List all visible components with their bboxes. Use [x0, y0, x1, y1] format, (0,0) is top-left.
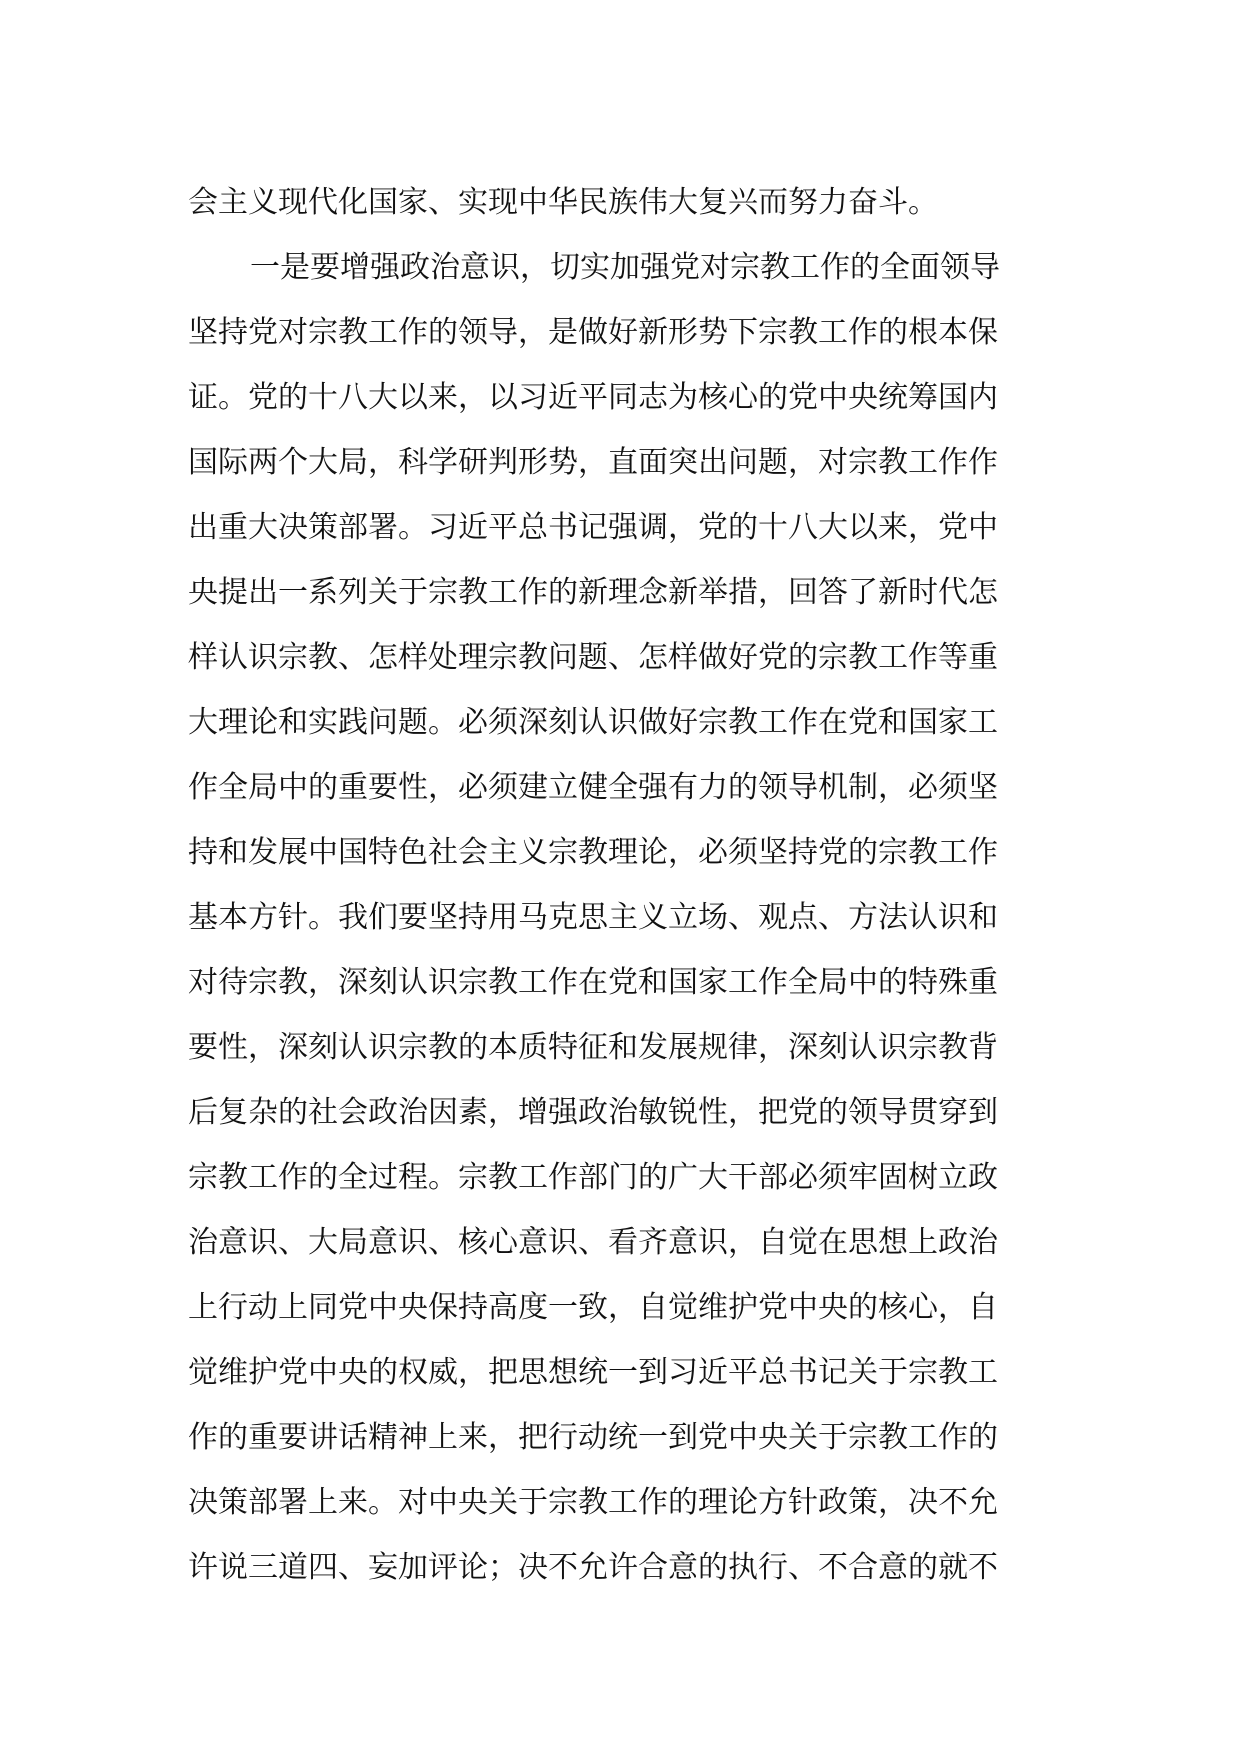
- text-line-16: 宗教工作的全过程。宗教工作部门的广大干部必须牢固树立政: [188, 1160, 998, 1195]
- text-line-7: 央提出一系列关于宗教工作的新理念新举措，回答了新时代怎: [188, 575, 998, 610]
- text-line-3: 坚持党对宗教工作的领导，是做好新形势下宗教工作的根本保: [188, 315, 998, 350]
- text-line-11: 持和发展中国特色社会主义宗教理论，必须坚持党的宗教工作: [188, 835, 998, 870]
- text-line-14: 要性，深刻认识宗教的本质特征和发展规律，深刻认识宗教背: [188, 1030, 998, 1065]
- text-line-9: 大理论和实践问题。必须深刻认识做好宗教工作在党和国家工: [188, 705, 998, 740]
- text-line-20: 作的重要讲话精神上来，把行动统一到党中央关于宗教工作的: [188, 1420, 998, 1455]
- text-line-6: 出重大决策部署。习近平总书记强调，党的十八大以来，党中: [188, 510, 998, 545]
- text-line-4: 证。党的十八大以来，以习近平同志为核心的党中央统筹国内: [188, 380, 998, 415]
- text-line-10: 作全局中的重要性，必须建立健全强有力的领导机制，必须坚: [188, 770, 998, 805]
- text-line-1: 会主义现代化国家、实现中华民族伟大复兴而努力奋斗。: [188, 185, 938, 220]
- text-line-21: 决策部署上来。对中央关于宗教工作的理论方针政策，决不允: [188, 1485, 998, 1520]
- text-line-15: 后复杂的社会政治因素，增强政治敏锐性，把党的领导贯穿到: [188, 1095, 998, 1130]
- text-line-19: 觉维护党中央的权威，把思想统一到习近平总书记关于宗教工: [188, 1355, 998, 1390]
- text-line-18: 上行动上同党中央保持高度一致，自觉维护党中央的核心，自: [188, 1290, 998, 1325]
- text-line-22: 许说三道四、妄加评论；决不允许合意的执行、不合意的就不: [188, 1550, 998, 1585]
- text-line-17: 治意识、大局意识、核心意识、看齐意识，自觉在思想上政治: [188, 1225, 998, 1260]
- text-line-8: 样认识宗教、怎样处理宗教问题、怎样做好党的宗教工作等重: [188, 640, 998, 675]
- text-line-2-paragraph-heading: 一是要增强政治意识，切实加强党对宗教工作的全面领导: [250, 250, 1000, 285]
- text-line-5: 国际两个大局，科学研判形势，直面突出问题，对宗教工作作: [188, 445, 998, 480]
- text-line-12: 基本方针。我们要坚持用马克思主义立场、观点、方法认识和: [188, 900, 998, 935]
- text-line-13: 对待宗教，深刻认识宗教工作在党和国家工作全局中的特殊重: [188, 965, 998, 1000]
- body-text: [188, 170, 1058, 1600]
